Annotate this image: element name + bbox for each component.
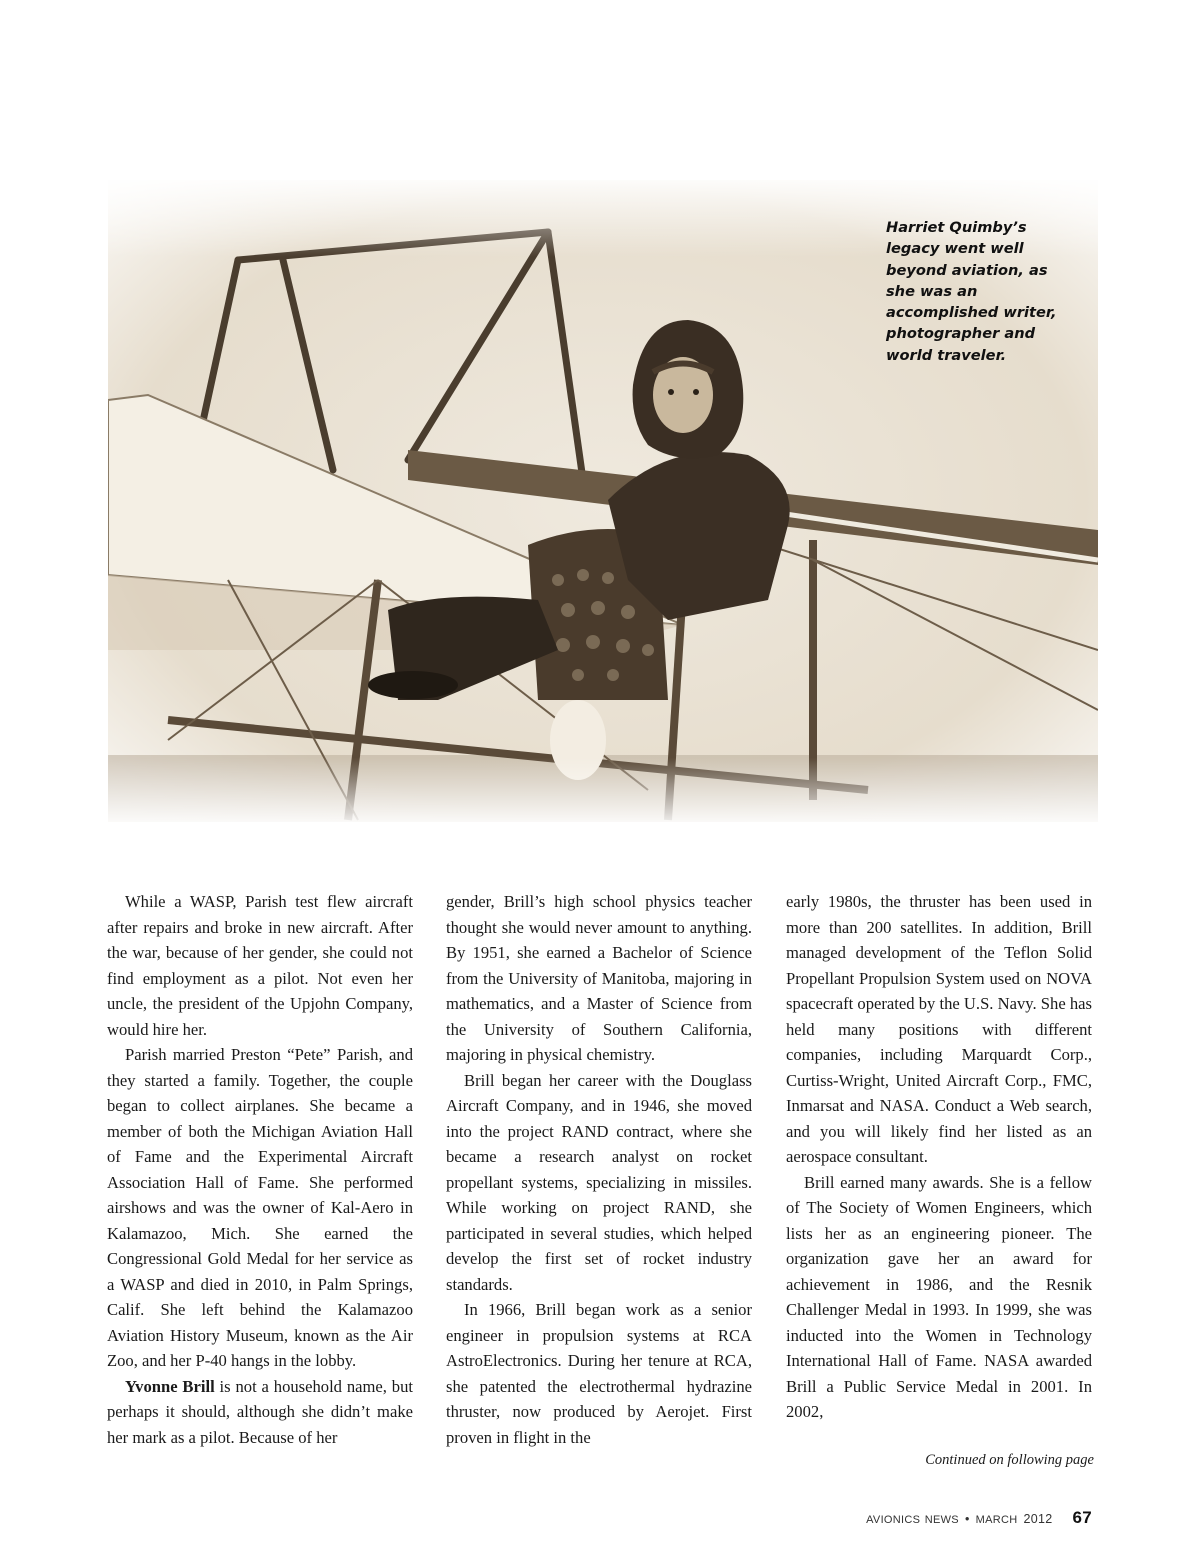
paragraph (107, 1374, 413, 1451)
subject-name: Yvonne Brill (125, 1376, 215, 1396)
publication-name: avionics news (866, 1510, 959, 1527)
article-column-1 (107, 889, 413, 1450)
separator-bullet: • (964, 1512, 970, 1526)
article-column-2 (446, 889, 752, 1450)
paragraph: While a WASP, Parish test flew aircraft after repairs and broke in new aircraft. After the war, because of her gender, she could not find employment as a pilot. Not even her uncle, the president of the Upjohn Company, would hire her. (107, 892, 413, 1039)
issue-year: 2012 (1023, 1512, 1053, 1526)
paragraph: Brill earned many awards. She is a fellow of The Society of Women Engineers, which lists her as an engineering pioneer. The organization gave her an award for achievement in 1986, and the Resnik Challenger Medal in 1993. In 1999, she was inducted into the Women in Technology International Hall of Fame. NASA awarded Brill a Public Service Medal in 2001. In 2002, (786, 1172, 1092, 1421)
paragraph: gender, Brill’s high school physics teacher thought she would never amount to anything. By 1951, she earned a Bachelor of Science from the University of Manitoba, majoring in mathematics, and a Master of Science from the University of Southern California, majoring in physical chemistry. (446, 892, 752, 1064)
paragraph: early 1980s, the thruster has been used in more than 200 satellites. In addition, Brill managed development of the Teflon Solid Propellant Propulsion System used on NOVA spacecraft operated by the U.S. Navy. She has held many positions with different companies, including Marquardt Corp., Curtiss-Wright, United Aircraft Corp., FMC, Inmarsat and NASA. Conduct a Web search, and you will likely find her listed as an aerospace consultant. (786, 892, 1092, 1166)
paragraph-text: is not a household name, but perhaps it should, although she didn’t make her mark as a pilot. Because of her (107, 1376, 413, 1447)
paragraph: Brill began her career with the Douglass Aircraft Company, and in 1946, she moved into the project RAND contract, where she became a research analyst on rocket propellant systems, specializing in missiles. While working on project RAND, she participated in several studies, which helped develop the first set of rocket industry standards. (446, 1070, 752, 1294)
issue-month: march (975, 1510, 1018, 1527)
article-column-3 (786, 889, 1092, 1425)
page-footer (866, 1508, 1092, 1528)
paragraph: In 1966, Brill began work as a senior engineer in propulsion systems at RCA AstroElectronics. During her tenure at RCA, she patented the electrothermal hydrazine thruster, now produced by Aerojet. First proven in flight in the (446, 1300, 752, 1447)
paragraph: Parish married Preston “Pete” Parish, and they started a family. Together, the couple began to collect airplanes. She became a member of both the Michigan Aviation Hall of Fame and the Experimental Aircraft Association Hall of Fame. She performed airshows and was the owner of Kal-Aero in Kalamazoo, Mich. She earned the Congressional Gold Medal for her service as a WASP and died in 2010, in Palm Springs, Calif. She left behind the Kalamazoo Aviation History Museum, known as the Air Zoo, and her P-40 hangs in the lobby. (107, 1045, 413, 1370)
continued-note: Continued on following page (925, 1452, 1094, 1468)
photo-caption: Harriet Quimby’s legacy went well beyond aviation, as she was an accomplished writer, photographer and world traveler. (886, 219, 1057, 364)
page-number: 67 (1072, 1508, 1092, 1527)
